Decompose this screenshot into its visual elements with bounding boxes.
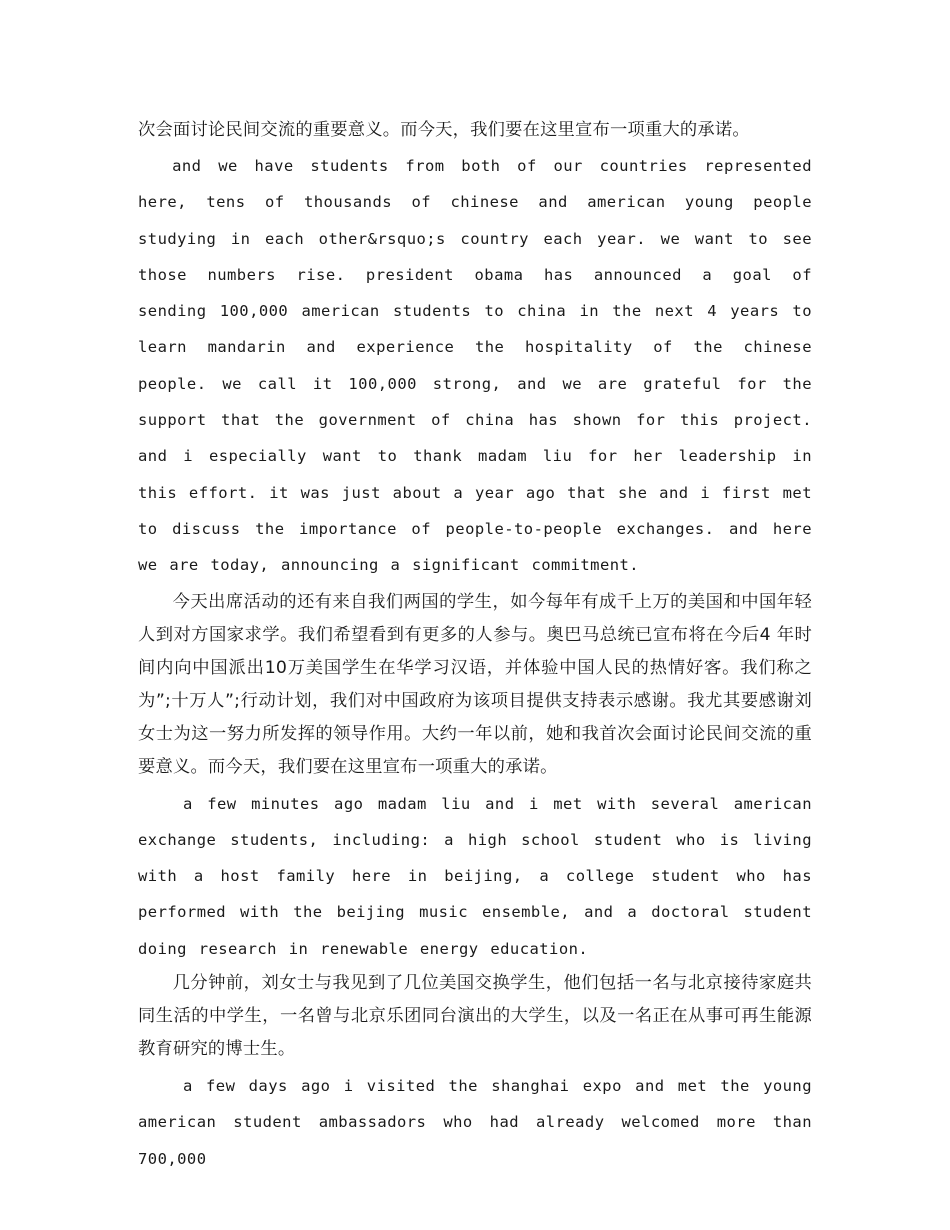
paragraph-zh-continuation: 次会面讨论民间交流的重要意义。而今天，我们要在这里宣布一项重大的承诺。 — [138, 120, 750, 140]
paragraph-zh-students: 今天出席活动的还有来自我们两国的学生，如今每年有成千上万的美国和中国年轻人到对方国家求学。我们希望看到有更多的人参与。奥巴马总统已宣布将在今后4 年时间内向中国派出10万美国学生在华学习汉语，并体验中国人民的热情好客。我们称之为”;十万人”;行动计划，我们对中国政府为该项目提供支持表示感谢。我尤其要感谢刘女士为这一努力所发挥的领导作用。大约一年以前，她和我首次会面讨论民间交流的重要意义。而今天，我们要在这里宣布一项重大的承诺。 — [138, 591, 812, 777]
paragraph-en-exchange-students: a few minutes ago madam liu and i met with several american exchange students, including: a high school student who is living with a host family here in beijing, a college student who has performed with the beijing music ensemble, and a doctoral student doing research in renewable energy education. — [138, 794, 812, 958]
paragraph-en-shanghai-expo: a few days ago i visited the shanghai expo and met the young american student ambassadors who had already welcomed more than 700,000 — [138, 1077, 812, 1168]
document-body — [138, 114, 812, 1177]
paragraph-en-students: and we have students from both of our countries represented here, tens of thousands of chinese and american young people studying in each other&rsquo;s country each year. we want to see those numbers rise. president obama has announced a goal of sending 100,000 american students to china in the next 4 years to learn mandarin and experience the hospitality of the chinese people. we call it 100,000 strong, and we are grateful for the support that the government of china has shown for this project. and i especially want to thank madam liu for her leadership in this effort. it was just about a year ago that she and i first met to discuss the importance of people-to-people exchanges. and here we are today, announcing a significant commitment. — [138, 157, 812, 575]
paragraph-zh-exchange-students: 几分钟前，刘女士与我见到了几位美国交换学生，他们包括一名与北京接待家庭共同生活的中学生，一名曾与北京乐团同台演出的大学生，以及一名正在从事可再生能源教育研究的博士生。 — [138, 973, 812, 1060]
